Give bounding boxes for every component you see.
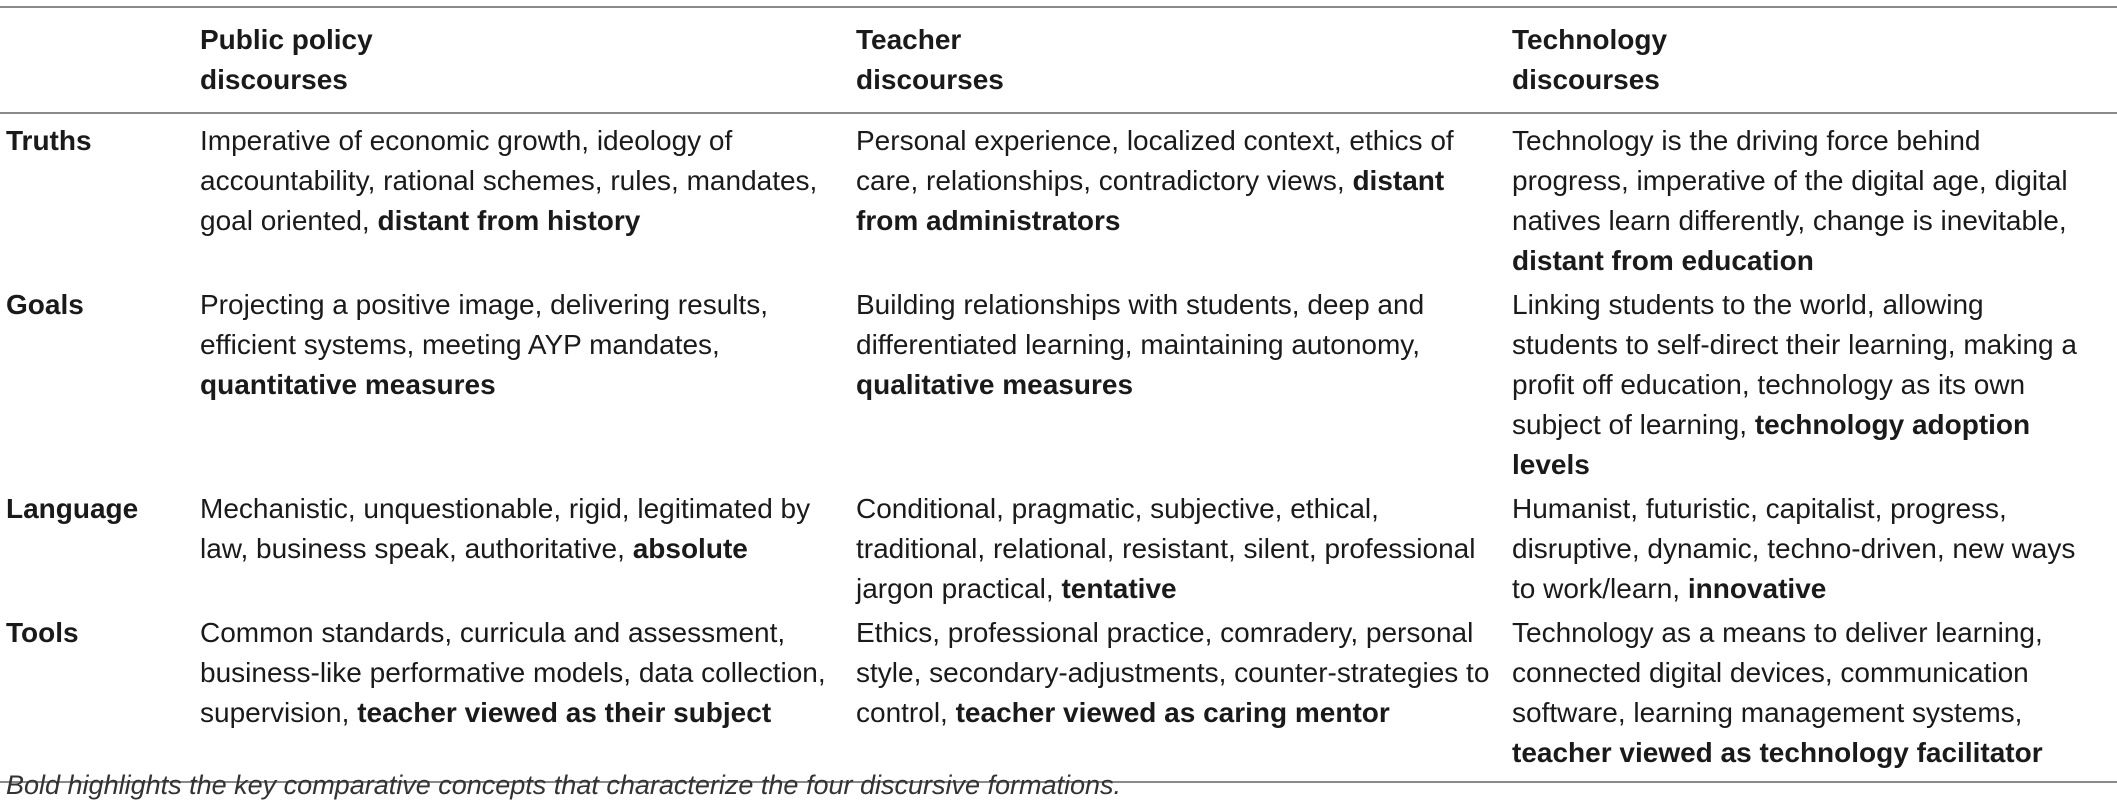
cell-text: Linking students to the world, allowing students to self-direct their learning, making a profit off education, technology as its own subject of learning,	[1512, 289, 2077, 440]
cell-text: Technology as a means to deliver learning, connected digital devices, communication software, learning management systems,	[1512, 617, 2043, 728]
cell-text: Projecting a positive image, delivering results, efficient systems, meeting AYP mandates,	[200, 289, 769, 360]
cell-language-public-policy	[200, 489, 856, 613]
header-empty-corner	[0, 7, 200, 113]
cell-goals-teacher	[856, 285, 1512, 489]
cell-truths-public-policy	[200, 113, 856, 285]
cell-text: Building relationships with students, deep and differentiated learning, maintaining autonomy,	[856, 289, 1425, 360]
header-public-policy-line2: discourses	[200, 64, 348, 95]
header-row	[0, 7, 2117, 113]
header-technology-line2: discourses	[1512, 64, 1660, 95]
cell-bold-concept: qualitative measures	[856, 369, 1134, 400]
cell-bold-concept: teacher viewed as caring mentor	[955, 697, 1390, 728]
table-row-goals	[0, 285, 2117, 489]
table-body	[0, 113, 2117, 782]
cell-tools-public-policy	[200, 613, 856, 782]
cell-tools-teacher	[856, 613, 1512, 782]
cell-truths-teacher	[856, 113, 1512, 285]
cell-text: Conditional, pragmatic, subjective, ethical, traditional, relational, resistant, silent, professional jargon practical,	[856, 493, 1476, 604]
cell-bold-concept: distant from education	[1512, 245, 1814, 276]
cell-text: Ethics, professional practice, comradery, personal style, secondary-adjustments, counter-strategies to control,	[856, 617, 1490, 728]
cell-language-teacher	[856, 489, 1512, 613]
header-public-policy	[200, 7, 856, 113]
cell-goals-public-policy	[200, 285, 856, 489]
cell-bold-concept: tentative	[1061, 573, 1177, 604]
cell-bold-concept: quantitative measures	[200, 369, 496, 400]
discourse-comparison-table	[0, 6, 2117, 783]
cell-text: Technology is the driving force behind progress, imperative of the digital age, digital natives learn differently, change is inevitable,	[1512, 125, 2068, 236]
row-label-tools: Tools	[6, 617, 79, 648]
table-header	[0, 7, 2117, 113]
cell-text: Personal experience, localized context, ethics of care, relationships, contradictory views,	[856, 125, 1454, 196]
row-label-goals: Goals	[6, 289, 84, 320]
header-teacher-line1: Teacher	[856, 24, 962, 55]
cell-bold-concept: technology adoption levels	[1512, 409, 2031, 480]
cell-bold-concept: absolute	[632, 533, 748, 564]
table-row-tools	[0, 613, 2117, 782]
header-teacher-line2: discourses	[856, 64, 1004, 95]
row-label-language: Language	[6, 493, 139, 524]
cell-bold-concept: teacher viewed as technology facilitator	[1512, 737, 2043, 768]
cell-language-technology	[1512, 489, 2117, 613]
cell-text: Humanist, futuristic, capitalist, progress, disruptive, dynamic, techno-driven, new ways to work/learn,	[1512, 493, 2076, 604]
cell-tools-technology	[1512, 613, 2117, 782]
header-technology	[1512, 7, 2117, 113]
table-footnote: Bold highlights the key comparative concepts that characterize the four discursive formations.	[6, 770, 1122, 800]
cell-goals-technology	[1512, 285, 2117, 489]
table-row-truths	[0, 113, 2117, 285]
header-teacher	[856, 7, 1512, 113]
cell-text: Mechanistic, unquestionable, rigid, legitimated by law, business speak, authoritative,	[200, 493, 811, 564]
cell-bold-concept: distant from history	[377, 205, 641, 236]
cell-bold-concept: teacher viewed as their subject	[357, 697, 772, 728]
cell-truths-technology	[1512, 113, 2117, 285]
row-label-truths: Truths	[6, 125, 92, 156]
cell-text: Common standards, curricula and assessment, business-like performative models, data collection, supervision,	[200, 617, 826, 728]
cell-bold-concept: distant from administrators	[856, 165, 1445, 236]
header-technology-line1: Technology	[1512, 24, 1668, 55]
cell-bold-concept: innovative	[1687, 573, 1827, 604]
table-row-language	[0, 489, 2117, 613]
cell-text: Imperative of economic growth, ideology of accountability, rational schemes, rules, mandates, goal oriented,	[200, 125, 818, 236]
header-public-policy-line1: Public policy	[200, 24, 373, 55]
